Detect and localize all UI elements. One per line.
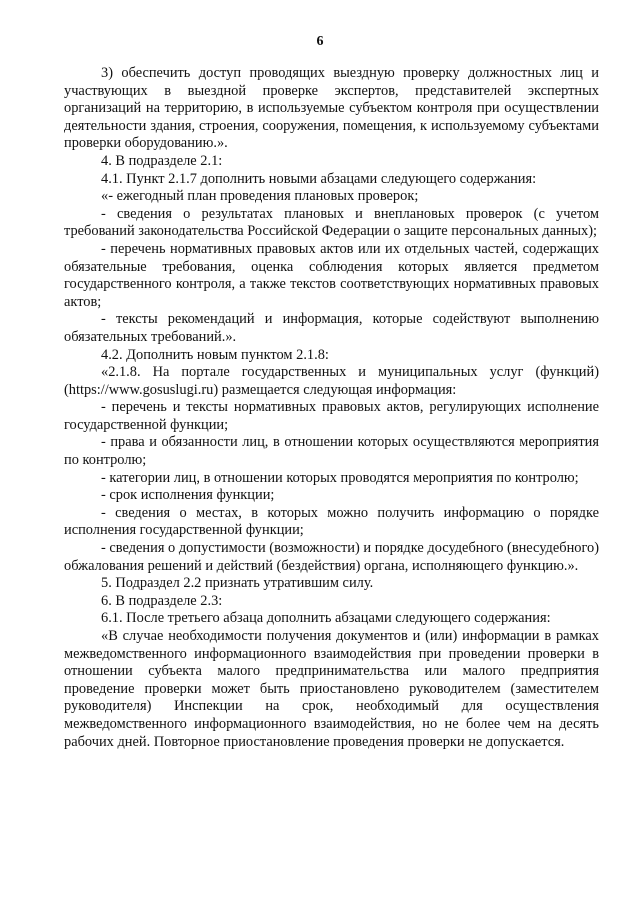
paragraph-2-1-8: «2.1.8. На портале государственных и муниципальных услуг (функций) (https://www.gosuslugi.ru) размещается следующая информация: bbox=[64, 364, 599, 398]
paragraph-4-1: 4.1. Пункт 2.1.7 дополнить новыми абзацами следующего содержания: bbox=[101, 170, 537, 187]
paragraph-section-4: 4. В подразделе 2.1: bbox=[101, 152, 223, 169]
paragraph-normative-acts-list: - перечень нормативных правовых актов или их отдельных частей, содержащих обязательные требования, оценка соблюдения которых является предметом государственного контроля, а также текстов соответствующих нормативных правовых актов; bbox=[64, 240, 599, 310]
paragraph-4-2: 4.2. Дополнить новым пунктом 2.1.8: bbox=[101, 346, 329, 363]
paragraph-acts-texts: - перечень и тексты нормативных правовых актов, регулирующих исполнение государственной функции; bbox=[64, 399, 599, 433]
paragraph-info-places: - сведения о местах, в которых можно получить информацию о порядке исполнения государственной функции; bbox=[64, 504, 599, 539]
paragraph-item-3-access: 3) обеспечить доступ проводящих выездную проверку должностных лиц и участвующих в выездной проверке экспертов, представителей экспертных организаций на территорию, в используемые субъектом контроля при осуществлении деятельности здания, строения, сооружения, помещения, к используемому субъектами проверки оборудованию.». bbox=[64, 65, 599, 152]
paragraph-appeal: - сведения о допустимости (возможности) и порядке досудебного (внесудебного) обжалования решений и действий (бездействия) органа, исполняющего функцию.». bbox=[64, 540, 599, 574]
paragraph-recommendations: - тексты рекомендаций и информация, которые содействуют выполнению обязательных требований.». bbox=[64, 311, 599, 345]
paragraph-execution-term: - срок исполнения функции; bbox=[101, 487, 275, 504]
paragraph-section-6: 6. В подразделе 2.3: bbox=[101, 592, 223, 609]
paragraph-rights-duties: - права и обязанности лиц, в отношении которых осуществляются мероприятия по контролю; bbox=[64, 434, 599, 469]
paragraph-inspection-results: - сведения о результатах плановых и внеплановых проверок (с учетом требований законодательства Российской Федерации о защите персональных данных); bbox=[64, 205, 599, 240]
paragraph-section-5: 5. Подраздел 2.2 признать утратившим силу. bbox=[101, 575, 374, 592]
document-body bbox=[64, 65, 599, 751]
paragraph-annual-plan: «- ежегодный план проведения плановых проверок; bbox=[101, 188, 419, 205]
paragraph-6-1: 6.1. После третьего абзаца дополнить абзацами следующего содержания: bbox=[101, 610, 551, 627]
paragraph-suspension: «В случае необходимости получения документов и (или) информации в рамках межведомственного информационного взаимодействия при проведении проверки в отношении субъекта малого предпринимательства или малого предприятия проведение проверки может быть приостановлено руководителем (заместителем руководителя) Инспекции на срок, необходимый для осуществления межведомственного информационного взаимодействия, но не более чем на десять рабочих дней. Повторное приостановление проведения проверки не допускается. bbox=[64, 628, 599, 750]
page-number: 6 bbox=[316, 34, 324, 49]
paragraph-categories: - категории лиц, в отношении которых проводятся мероприятия по контролю; bbox=[101, 469, 579, 486]
